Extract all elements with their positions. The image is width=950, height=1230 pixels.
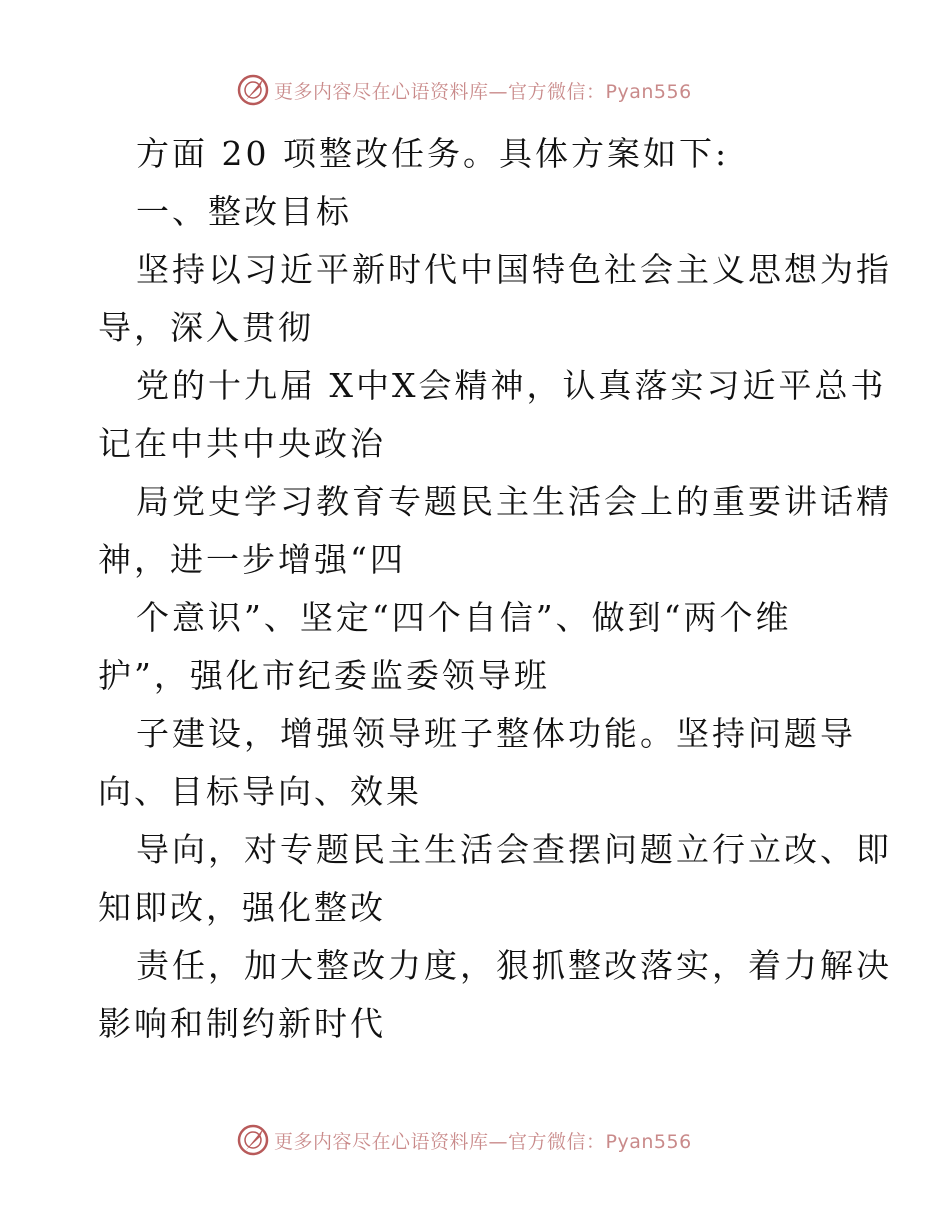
paragraph-line: 局党史学习教育专题民主生活会上的重要讲话精 bbox=[136, 482, 892, 521]
paragraph-line: 子建设，增强领导班子整体功能。坚持问题导 bbox=[136, 714, 856, 753]
watermark-footer bbox=[236, 1122, 692, 1158]
paragraph-line: 向、目标导向、效果 bbox=[98, 772, 422, 811]
paragraph-line: 护”，强化市纪委监委领导班 bbox=[98, 656, 550, 695]
paragraph-line: 坚持以习近平新时代中国特色社会主义思想为指 bbox=[136, 250, 892, 289]
paragraph-line: 导向，对专题民主生活会查摆问题立行立改、即 bbox=[136, 830, 892, 869]
paragraph-line: 责任，加大整改力度，狠抓整改落实，着力解决 bbox=[136, 946, 892, 985]
paragraph-line: 影响和制约新时代 bbox=[98, 1004, 386, 1043]
paragraph-line: 方面 20 项整改任务。具体方案如下: bbox=[136, 134, 730, 173]
paragraph-line: 导，深入贯彻 bbox=[98, 308, 314, 347]
paragraph-line: 神，进一步增强“四 bbox=[98, 540, 406, 579]
watermark-header bbox=[236, 72, 692, 108]
paragraph-line: 记在中共中央政治 bbox=[98, 424, 386, 463]
paragraph-line: 个意识”、坚定“四个自信”、做到“两个维 bbox=[136, 598, 792, 637]
section-heading: 一、整改目标 bbox=[136, 192, 352, 231]
watermark-text: 更多内容尽在心语资料库—官方微信：Pyan556 bbox=[274, 80, 692, 103]
watermark-text: 更多内容尽在心语资料库—官方微信：Pyan556 bbox=[274, 1130, 692, 1153]
quill-pen-logo-icon bbox=[236, 1123, 270, 1157]
paragraph-line: 知即改，强化整改 bbox=[98, 888, 386, 927]
paragraph-line: 党的十九届 X中X会精神，认真落实习近平总书 bbox=[136, 366, 887, 405]
document-body bbox=[98, 125, 892, 1053]
quill-pen-logo-icon bbox=[236, 73, 270, 107]
